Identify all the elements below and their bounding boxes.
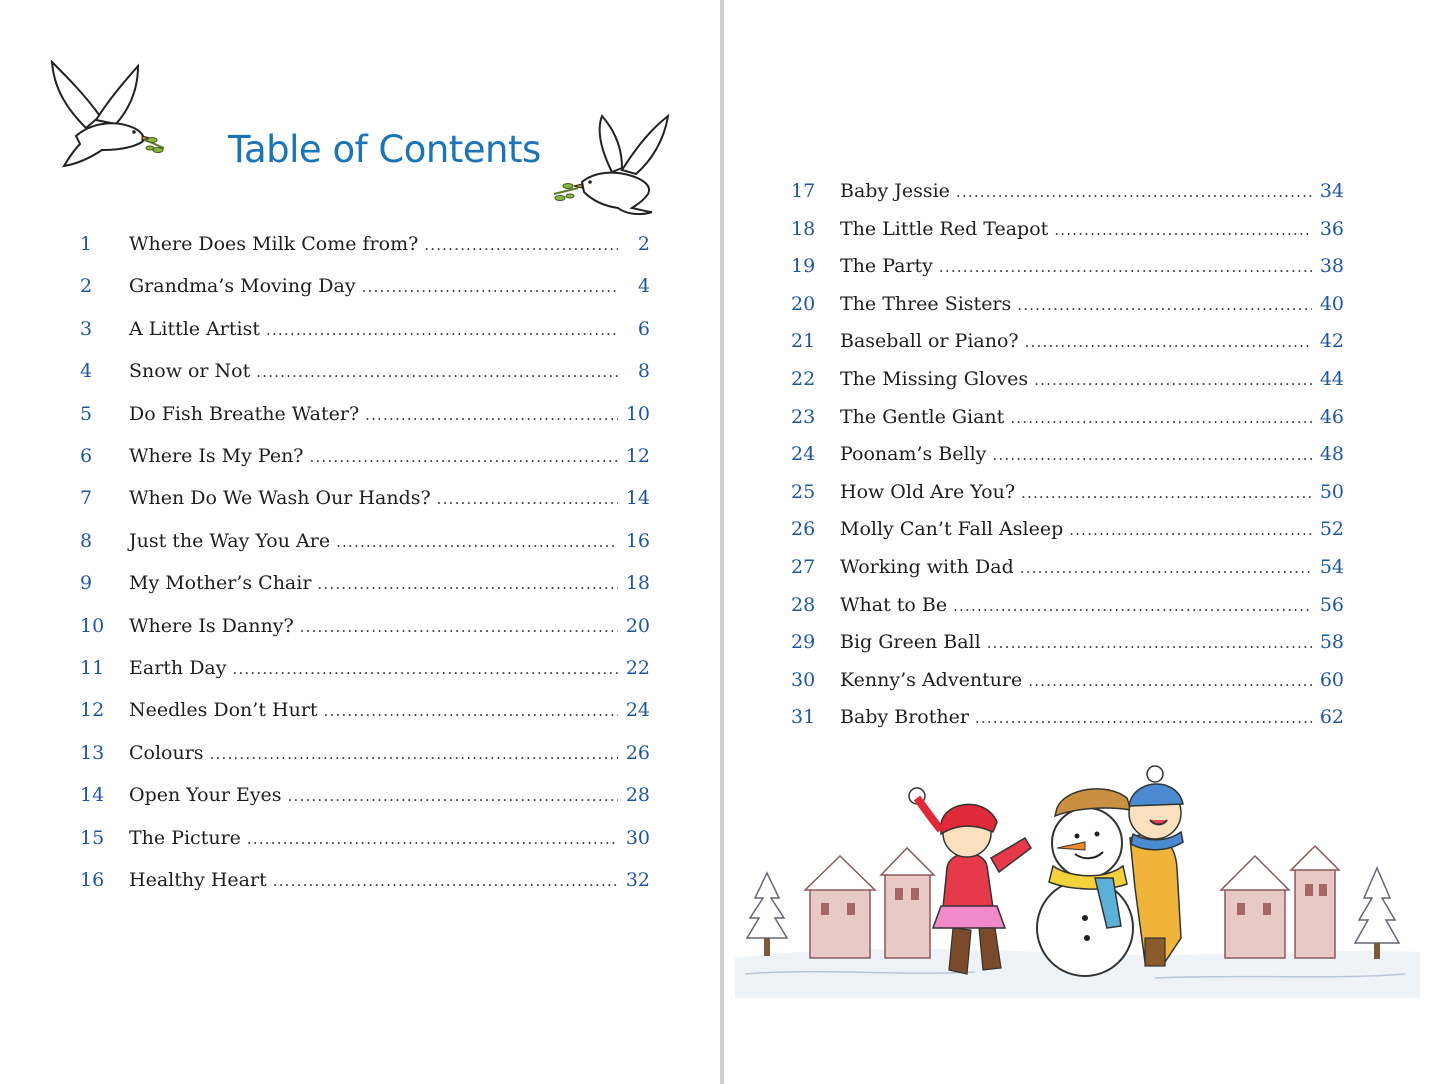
toc-entry-number: 30 <box>791 668 816 691</box>
dot-leader <box>317 569 617 599</box>
toc-entry-title: Baby Jessie <box>840 180 950 202</box>
toc-entry-page: 58 <box>1319 631 1344 654</box>
toc-entry-title: Needles Don’t Hurt <box>129 699 318 722</box>
toc-entry-page: 32 <box>625 869 650 891</box>
toc-entry <box>791 251 1344 281</box>
toc-entry-page: 36 <box>1319 217 1344 240</box>
toc-entry-page: 10 <box>625 402 650 425</box>
toc-entry-number: 24 <box>791 443 816 466</box>
dot-leader <box>939 252 1312 282</box>
toc-entry <box>80 865 650 895</box>
toc-entry-title: Working with Dad <box>840 556 1014 578</box>
toc-entry-number: 10 <box>80 614 105 637</box>
toc-entry-number: 1 <box>80 233 93 255</box>
dot-leader <box>362 272 618 302</box>
toc-entry-page: 48 <box>1319 443 1344 466</box>
toc-entry-title: A Little Artist <box>129 317 260 340</box>
toc-entry <box>80 399 650 429</box>
toc-entry-page: 22 <box>625 657 650 679</box>
toc-entry-number: 28 <box>791 593 816 616</box>
toc-entry-number: 3 <box>80 317 93 340</box>
toc-entry-title: Just the Way You Are <box>129 529 331 552</box>
toc-entry-title: Earth Day <box>129 657 227 679</box>
toc-entry-title: The Picture <box>129 826 241 849</box>
toc-entry-number: 25 <box>791 480 816 503</box>
toc-entry-title: Molly Can’t Fall Asleep <box>840 518 1064 541</box>
toc-entry-number: 8 <box>80 529 93 552</box>
dot-leader <box>1028 666 1312 696</box>
dot-leader <box>987 628 1312 658</box>
toc-entry-number: 7 <box>80 487 93 510</box>
dot-leader <box>1034 365 1312 395</box>
toc-entry <box>791 214 1344 244</box>
toc-entry-title: The Party <box>840 255 933 278</box>
dot-leader <box>273 866 618 896</box>
toc-entry-title: Kenny’s Adventure <box>840 668 1023 691</box>
toc-entry <box>80 823 650 853</box>
toc-entry-title: Where Is Danny? <box>129 614 294 637</box>
toc-entry <box>80 653 650 683</box>
dot-leader <box>266 315 618 345</box>
dot-leader <box>233 654 618 684</box>
toc-entry-number: 11 <box>80 657 105 679</box>
toc-entry-page: 24 <box>625 699 650 722</box>
toc-entry-title: Colours <box>129 741 204 764</box>
toc-entry-page: 50 <box>1319 480 1344 503</box>
toc-entry <box>791 627 1344 657</box>
toc-entry <box>791 702 1344 732</box>
dot-leader <box>437 484 618 514</box>
toc-entry-number: 15 <box>80 826 105 849</box>
dot-leader <box>424 230 618 260</box>
toc-entry-title: My Mother’s Chair <box>129 572 312 595</box>
dot-leader <box>310 442 618 472</box>
toc-entry <box>791 439 1344 469</box>
toc-entry <box>80 695 650 725</box>
dot-leader <box>1010 403 1312 433</box>
toc-entry-title: The Three Sisters <box>840 292 1012 315</box>
toc-entry-page: 60 <box>1319 668 1344 691</box>
toc-entry-page: 20 <box>625 614 650 637</box>
toc-entry-title: The Little Red Teapot <box>840 217 1049 240</box>
dot-leader <box>256 357 618 387</box>
toc-entry <box>791 477 1344 507</box>
toc-entry-title: Open Your Eyes <box>129 784 282 807</box>
toc-entry-number: 23 <box>791 405 816 428</box>
toc-entry-number: 17 <box>791 180 816 202</box>
toc-entry-number: 31 <box>791 706 816 729</box>
toc-entry-page: 34 <box>1319 180 1344 202</box>
dot-leader <box>1020 553 1312 583</box>
toc-entry <box>80 356 650 386</box>
toc-entry <box>80 611 650 641</box>
dot-leader <box>247 824 618 854</box>
dot-leader <box>1069 515 1312 545</box>
toc-entry <box>80 271 650 301</box>
toc-entry-number: 22 <box>791 368 816 390</box>
dot-leader <box>365 400 618 430</box>
toc-entry-title: Big Green Ball <box>840 631 981 654</box>
toc-entry-title: The Missing Gloves <box>840 368 1029 390</box>
toc-entry <box>791 289 1344 319</box>
dot-leader <box>975 703 1312 733</box>
toc-entry-title: Poonam’s Belly <box>840 443 987 466</box>
toc-entry-number: 5 <box>80 402 93 425</box>
toc-entry-number: 9 <box>80 572 93 595</box>
toc-entry-title: When Do We Wash Our Hands? <box>129 487 431 510</box>
toc-entry-number: 19 <box>791 255 816 278</box>
dove-icon <box>46 58 166 183</box>
toc-entry-number: 29 <box>791 631 816 654</box>
toc-entry-page: 44 <box>1319 368 1344 390</box>
toc-entry <box>791 364 1344 394</box>
dot-leader <box>288 781 618 811</box>
dot-leader <box>956 177 1312 207</box>
toc-entry-page: 54 <box>1319 556 1344 578</box>
toc-entry-page: 18 <box>625 572 650 595</box>
toc-entry-page: 14 <box>625 487 650 510</box>
dot-leader <box>1054 215 1312 245</box>
toc-entry-page: 12 <box>625 445 650 467</box>
toc-entry-title: What to Be <box>840 593 948 616</box>
toc-entry <box>80 229 650 259</box>
toc-entry-number: 18 <box>791 217 816 240</box>
toc-entry <box>791 665 1344 695</box>
dot-leader <box>336 527 618 557</box>
toc-entry-number: 14 <box>80 784 105 807</box>
toc-entry-page: 26 <box>625 741 650 764</box>
toc-entry-title: The Gentle Giant <box>840 405 1005 428</box>
dot-leader <box>1021 478 1312 508</box>
toc-entry <box>791 552 1344 582</box>
toc-entry-number: 6 <box>80 445 93 467</box>
dot-leader <box>1025 327 1312 357</box>
toc-entry <box>80 568 650 598</box>
toc-entry-page: 8 <box>637 360 650 383</box>
dot-leader <box>324 696 618 726</box>
toc-entry <box>791 326 1344 356</box>
toc-entry-number: 16 <box>80 869 105 891</box>
toc-entry-page: 46 <box>1319 405 1344 428</box>
toc-entry-title: Where Is My Pen? <box>129 445 304 467</box>
toc-entry-title: Baseball or Piano? <box>840 330 1019 353</box>
toc-entry <box>80 780 650 810</box>
toc-entry-page: 56 <box>1319 593 1344 616</box>
snowman-illustration <box>735 738 1420 998</box>
toc-entry <box>80 441 650 471</box>
dot-leader <box>1017 290 1312 320</box>
toc-entry-title: Snow or Not <box>129 360 251 383</box>
toc-entry-page: 52 <box>1319 518 1344 541</box>
toc-entry <box>80 526 650 556</box>
toc-entry-page: 42 <box>1319 330 1344 353</box>
dot-leader <box>210 739 618 769</box>
toc-entry-title: Grandma’s Moving Day <box>129 275 356 298</box>
toc-entry-page: 16 <box>625 529 650 552</box>
dove-icon <box>552 112 672 217</box>
toc-entry <box>80 483 650 513</box>
toc-entry <box>791 176 1344 206</box>
toc-entry <box>791 590 1344 620</box>
toc-entry-page: 62 <box>1319 706 1344 729</box>
toc-entry-number: 12 <box>80 699 105 722</box>
toc-entry-number: 20 <box>791 292 816 315</box>
toc-entry-page: 2 <box>637 233 650 255</box>
page-title: Table of Contents <box>228 128 541 171</box>
toc-entry <box>80 314 650 344</box>
toc-entry-page: 30 <box>625 826 650 849</box>
toc-entry-title: Baby Brother <box>840 706 969 729</box>
dot-leader <box>953 591 1312 621</box>
toc-entry-page: 6 <box>637 317 650 340</box>
toc-entry-number: 26 <box>791 518 816 541</box>
dot-leader <box>992 440 1311 470</box>
toc-entry-number: 27 <box>791 556 816 578</box>
toc-entry-title: Where Does Milk Come from? <box>129 233 419 255</box>
toc-entry-number: 21 <box>791 330 816 353</box>
toc-entry-number: 13 <box>80 741 105 764</box>
toc-entry <box>791 402 1344 432</box>
toc-entry-page: 38 <box>1319 255 1344 278</box>
toc-entry-number: 2 <box>80 275 93 298</box>
toc-entry-title: Healthy Heart <box>129 869 267 891</box>
toc-entry-title: Do Fish Breathe Water? <box>129 402 360 425</box>
dot-leader <box>300 612 618 642</box>
toc-entry-page: 40 <box>1319 292 1344 315</box>
toc-entry-page: 4 <box>637 275 650 298</box>
toc-entry <box>80 738 650 768</box>
toc-entry-title: How Old Are You? <box>840 480 1016 503</box>
toc-entry-number: 4 <box>80 360 93 383</box>
toc-entry <box>791 514 1344 544</box>
toc-entry-page: 28 <box>625 784 650 807</box>
